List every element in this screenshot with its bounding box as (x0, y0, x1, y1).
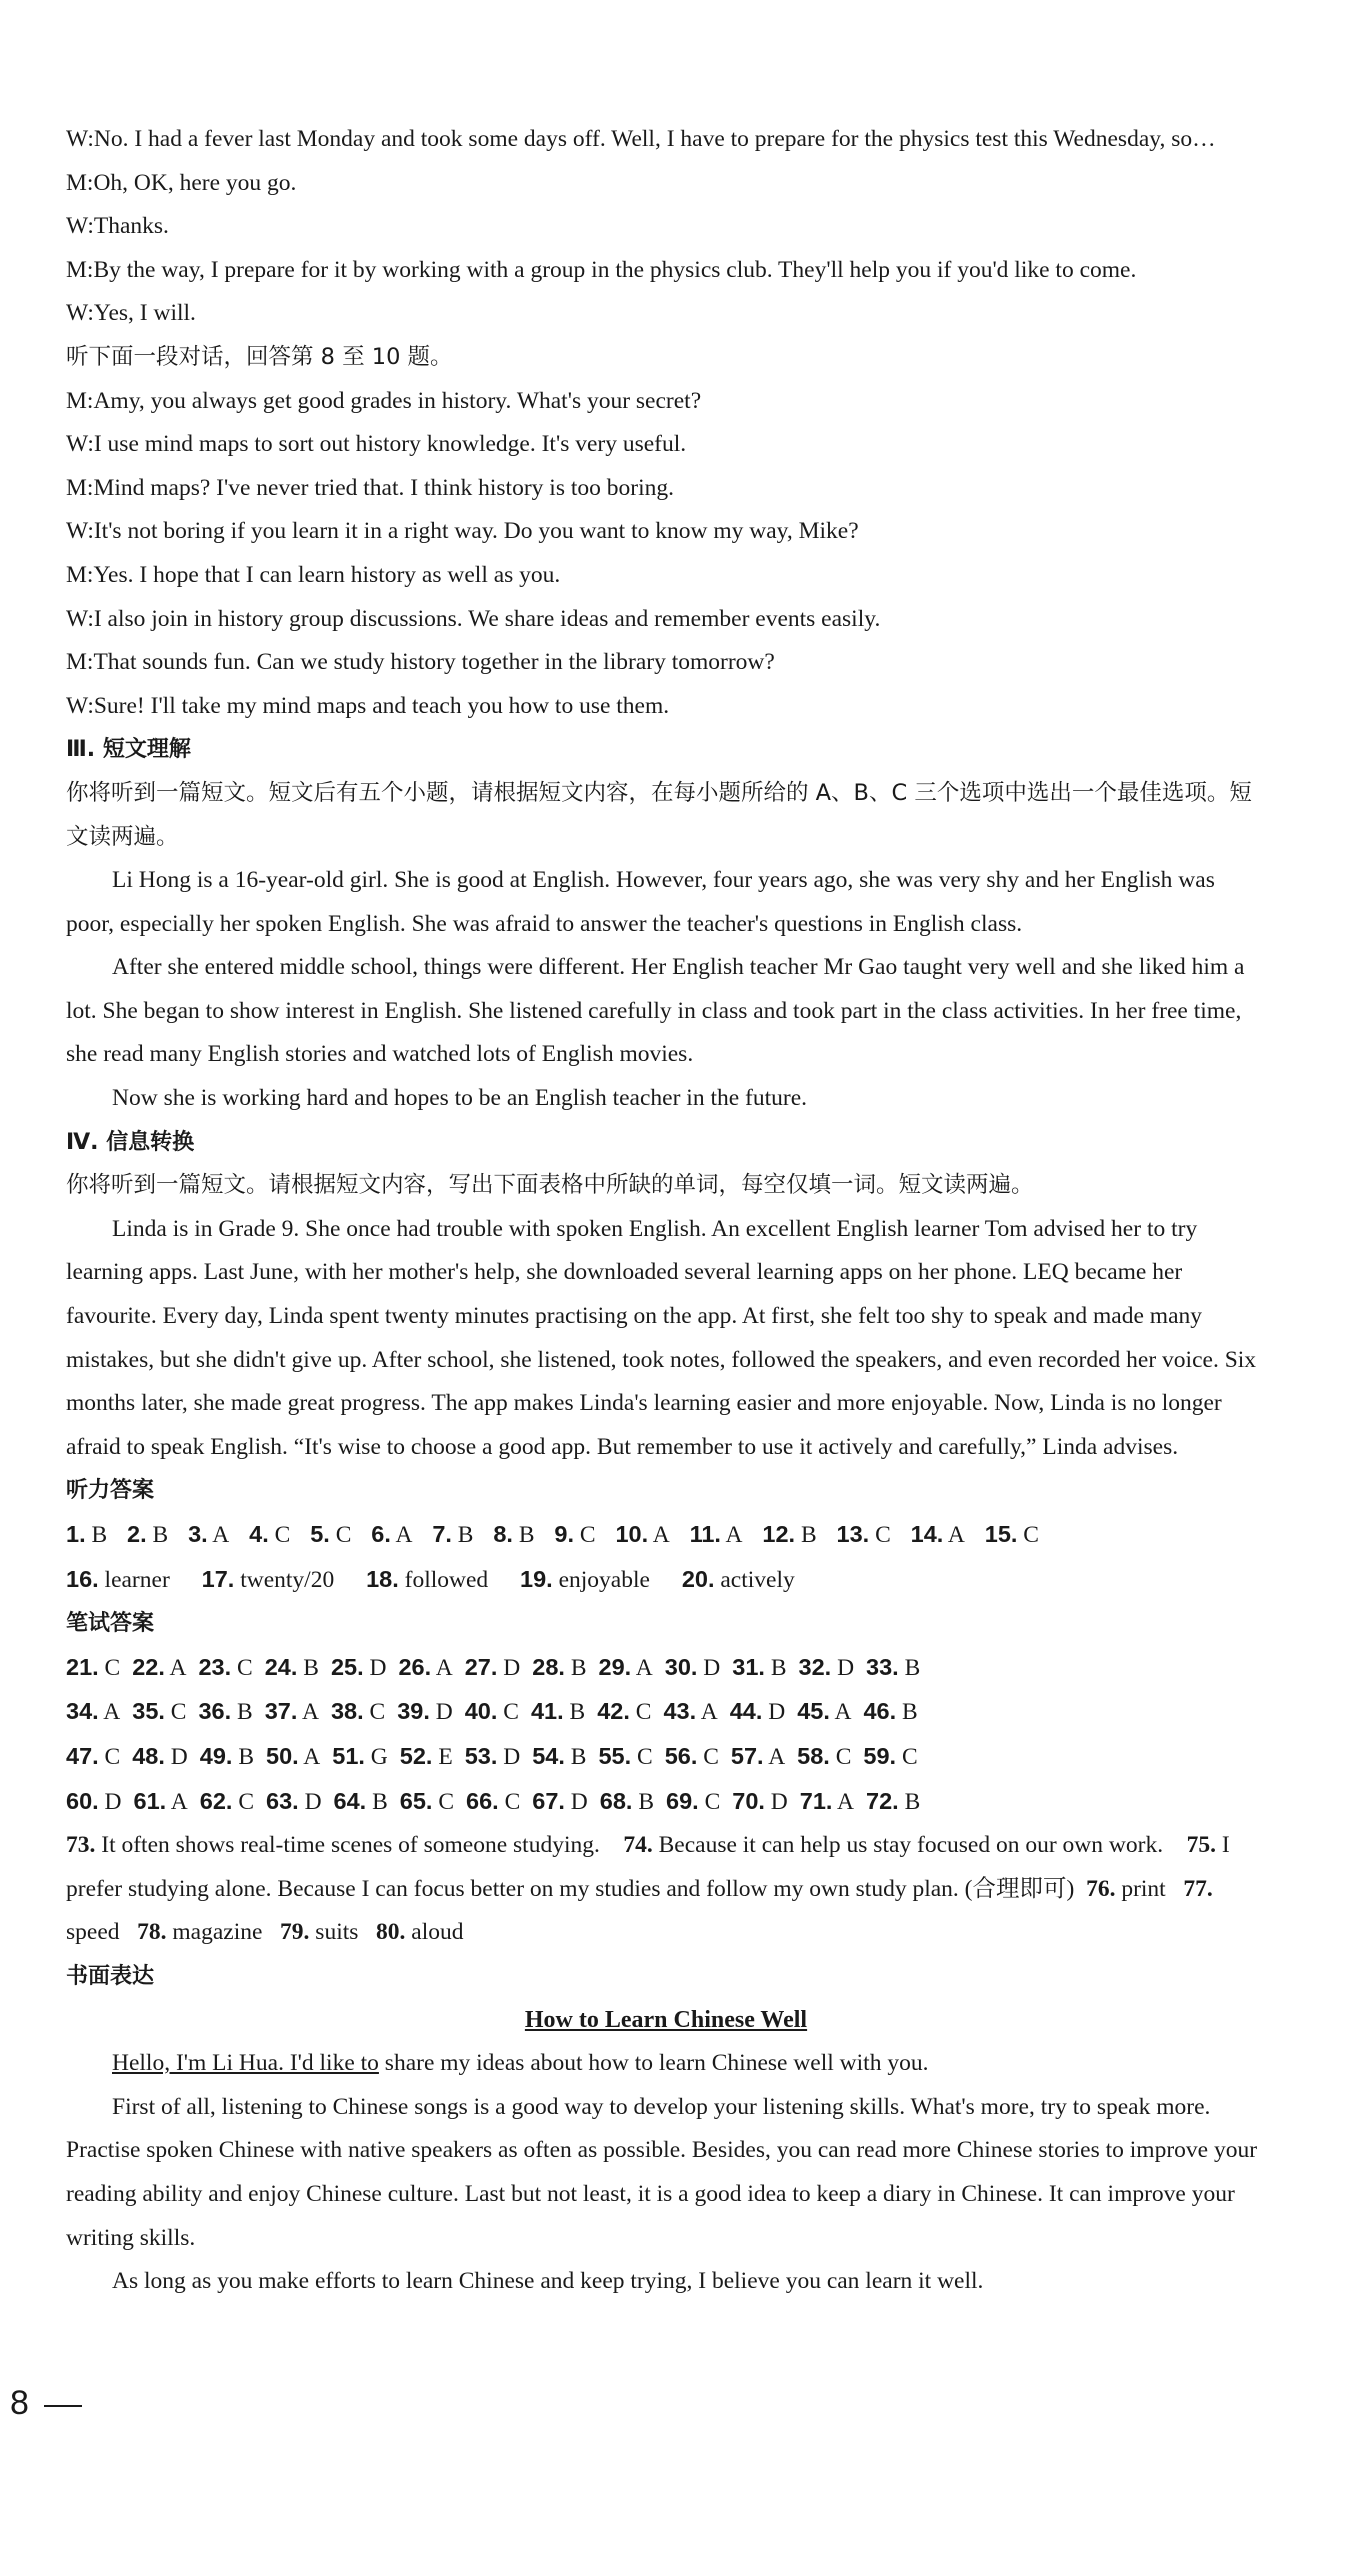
answer-item: 64. B (333, 1787, 388, 1815)
answer-item: 46. B (863, 1698, 918, 1726)
section-3-paragraph: Now she is working hard and hopes to be an English teacher in the future. (112, 1085, 808, 1112)
dialogue-line: M:Mind maps? I've never tried that. I think history is too boring. (66, 474, 674, 501)
answer-item: 1. B (66, 1521, 108, 1548)
answer-item: 10. A (615, 1521, 670, 1548)
answer-row (66, 1735, 1266, 1780)
answer-item: 3. A (188, 1521, 230, 1548)
answer-item: 28. B (532, 1653, 587, 1681)
answer-item: 8. B (493, 1521, 535, 1548)
answer-item: 31. B (732, 1653, 787, 1681)
answer-item: 36. B (198, 1698, 253, 1726)
answer-row (66, 1690, 1266, 1735)
answer-item: 65. C (399, 1787, 455, 1815)
answer-item: 32. D (798, 1653, 855, 1681)
answer-item: 43. A (663, 1698, 718, 1726)
instruction-8-10: 听下面一段对话，回答第 8 至 10 题。 (66, 343, 453, 370)
answer-item: 66. C (466, 1787, 521, 1815)
written-answers-heading: 笔试答案 (66, 1611, 155, 1637)
answer-item: 23. C (198, 1653, 253, 1681)
answer-item: 19. enjoyable (520, 1565, 650, 1593)
dialogue-line: W:It's not boring if you learn it in a right way. Do you want to know my way, Mike? (66, 518, 859, 545)
answer-item: 7. B (432, 1521, 474, 1548)
answer-item: 61. A (133, 1787, 188, 1815)
answer-item: 25. D (330, 1653, 387, 1681)
answer-item: 51. G (332, 1742, 388, 1770)
dialogue-line: W:I also join in history group discussions. We share ideas and remember events easily. (66, 605, 881, 632)
answer-item: 4. C (249, 1521, 291, 1548)
answer-item: 13. C (836, 1521, 891, 1548)
dialogue-line: M:By the way, I prepare for it by working with a group in the physics club. They'll help you if you'd like to come. (66, 256, 1137, 283)
answer-item: 72. B (866, 1787, 921, 1815)
dialogue-line: W:I use mind maps to sort out history knowledge. It's very useful. (66, 431, 687, 458)
answer-item: 53. D (464, 1742, 521, 1770)
page-number: 8 (10, 2384, 29, 2422)
answer-item: 45. A (797, 1698, 852, 1726)
answer-item: 24. B (264, 1653, 319, 1681)
listening-answers-heading: 听力答案 (66, 1478, 155, 1504)
answer-item: 54. B (532, 1742, 587, 1770)
answer-item: 17. twenty/20 (201, 1565, 335, 1593)
section-4-paragraph: Linda is in Grade 9. She once had trouble with spoken English. An excellent English learner Tom advised her to try learning apps. Last June, with her mother's help, she downloaded several learning apps on her phone. LEQ became her favourite. Every day, Linda spent twenty minutes practising on the app. At first, she felt too shy to speak and made many mistakes, but she didn't give up. After school, she listened, took notes, followed the speakers, and even recorded her voice. Six months later, she made great progress. The app makes Linda's learning easier and more enjoyable. Now, Linda is no longer afraid to speak English. “It's wise to choose a good app. But remember to use it actively and carefully,” Linda advises. (66, 1215, 1257, 1460)
answer-item: 37. A (264, 1698, 319, 1726)
dialogue-line: W:Thanks. (66, 213, 169, 240)
answer-item: 2. B (127, 1521, 169, 1548)
answer-item: 41. B (530, 1698, 586, 1726)
answer-row (66, 1780, 1266, 1825)
answer-row (66, 1513, 1266, 1558)
answer-item: 18. followed (366, 1565, 489, 1593)
document-body (66, 118, 1266, 2304)
dialogue-line: M:Yes. I hope that I can learn history as well as you. (66, 561, 561, 588)
answer-item: 70. D (732, 1787, 788, 1815)
answer-item: 12. B (762, 1521, 817, 1548)
answer-item: 38. C (330, 1698, 386, 1726)
answer-item: 5. C (310, 1521, 352, 1548)
open-answers: 73. It often shows real-time scenes of someone studying. 74. Because it can help us stay focused on our own work. 75. I prefer studying alone. Because I can focus better on my studies and follow my own study plan. (合理即可) 76. print 77. speed 78. magazine 79. suits 80. aloud (66, 1832, 1230, 1946)
answer-item: 50. A (266, 1742, 321, 1770)
answer-row (66, 1646, 1266, 1691)
answer-item: 6. A (371, 1521, 413, 1548)
dialogue-line: M:That sounds fun. Can we study history together in the library tomorrow? (66, 649, 775, 676)
dialogue-line: M:Amy, you always get good grades in history. What's your secret? (66, 387, 702, 414)
answer-item: 71. A (799, 1787, 855, 1815)
section-3-heading: Ⅲ. 短文理解 (66, 737, 191, 763)
answer-item: 39. D (397, 1698, 453, 1726)
answer-item: 63. D (266, 1787, 322, 1815)
answer-item: 44. D (729, 1698, 786, 1726)
page-number-dash (44, 2405, 82, 2407)
section-4-heading: Ⅳ. 信息转换 (66, 1129, 195, 1155)
dialogue-2 (66, 380, 1266, 729)
answer-item: 67. D (532, 1787, 588, 1815)
answer-item: 69. C (666, 1787, 721, 1815)
answer-item: 49. B (199, 1742, 254, 1770)
answer-item: 47. C (66, 1742, 121, 1770)
answer-item: 48. D (132, 1742, 188, 1770)
answer-item: 40. C (464, 1698, 519, 1726)
answer-item: 33. B (866, 1653, 921, 1681)
answer-item: 52. E (399, 1742, 453, 1770)
answer-item: 20. actively (681, 1565, 795, 1593)
answer-item: 15. C (984, 1521, 1039, 1548)
answer-item: 55. C (598, 1742, 653, 1770)
answer-item: 56. C (664, 1742, 719, 1770)
answer-item: 59. C (863, 1742, 918, 1770)
section-3-instruction: 你将听到一篇短文。短文后有五个小题，请根据短文内容，在每小题所给的 A、B、C 三个选项中选出一个最佳选项。短文读两遍。 (66, 779, 1252, 850)
written-answer-grid (66, 1646, 1266, 1824)
answer-item: 16. learner (66, 1565, 170, 1593)
answer-item: 57. A (730, 1742, 786, 1770)
answer-item: 60. D (66, 1787, 122, 1815)
dialogue-1 (66, 118, 1266, 336)
answer-item: 14. A (910, 1521, 965, 1548)
section-3-paragraph: After she entered middle school, things were different. Her English teacher Mr Gao taught very well and she liked him a lot. She began to show interest in English. She listened carefully in class and took part in the class activities. In her free time, she read many English stories and watched lots of English movies. (66, 954, 1245, 1068)
section-4-instruction: 你将听到一篇短文。请根据短文内容，写出下面表格中所缺的单词，每空仅填一词。短文读两遍。 (66, 1172, 1034, 1199)
answer-item: 68. B (599, 1787, 655, 1815)
section-3-paragraph: Li Hong is a 16-year-old girl. She is good at English. However, four years ago, she was very shy and her English was poor, especially her spoken English. She was afraid to answer the teacher's questions in English class. (66, 867, 1215, 937)
dialogue-line: W:Sure! I'll take my mind maps and teach you how to use them. (66, 692, 670, 719)
essay-paragraph: First of all, listening to Chinese songs is a good way to develop your listening skills. What's more, try to speak more. Practise spoken Chinese with native speakers as often as possible. Besides, you can read more Chinese stories to improve your reading ability and enjoy Chinese culture. Last but not least, it is a good idea to keep a diary in Chinese. It can improve your writing skills. (66, 2093, 1258, 2251)
answer-item: 9. C (554, 1521, 596, 1548)
answer-item: 26. A (398, 1653, 453, 1681)
dialogue-line: W:No. I had a fever last Monday and took some days off. Well, I have to prepare for the physics test this Wednesday, so… (66, 126, 1216, 152)
essay-title: How to Learn Chinese Well (524, 2006, 808, 2033)
answer-item: 22. A (132, 1653, 187, 1681)
dialogue-line: M:Oh, OK, here you go. (66, 169, 297, 196)
essay-opening: Hello, I'm Li Hua. I'd like to share my ideas about how to learn Chinese well with you. (112, 2050, 929, 2077)
dialogue-line: W:Yes, I will. (66, 300, 196, 327)
answer-item: 30. D (664, 1653, 721, 1681)
answer-item: 62. C (199, 1787, 255, 1815)
answer-item: 21. C (66, 1653, 121, 1681)
answer-item: 58. C (797, 1742, 852, 1770)
answer-item: 34. A (66, 1698, 121, 1726)
essay-paragraph: As long as you make efforts to learn Chinese and keep trying, I believe you can learn it well. (112, 2268, 984, 2295)
answer-item: 42. C (597, 1698, 652, 1726)
answer-item: 27. D (464, 1653, 521, 1681)
answer-row (66, 1558, 1266, 1603)
answer-item: 11. A (689, 1521, 743, 1548)
writing-heading: 书面表达 (66, 1963, 155, 1989)
answer-item: 35. C (132, 1698, 187, 1726)
answer-item: 29. A (598, 1653, 653, 1681)
